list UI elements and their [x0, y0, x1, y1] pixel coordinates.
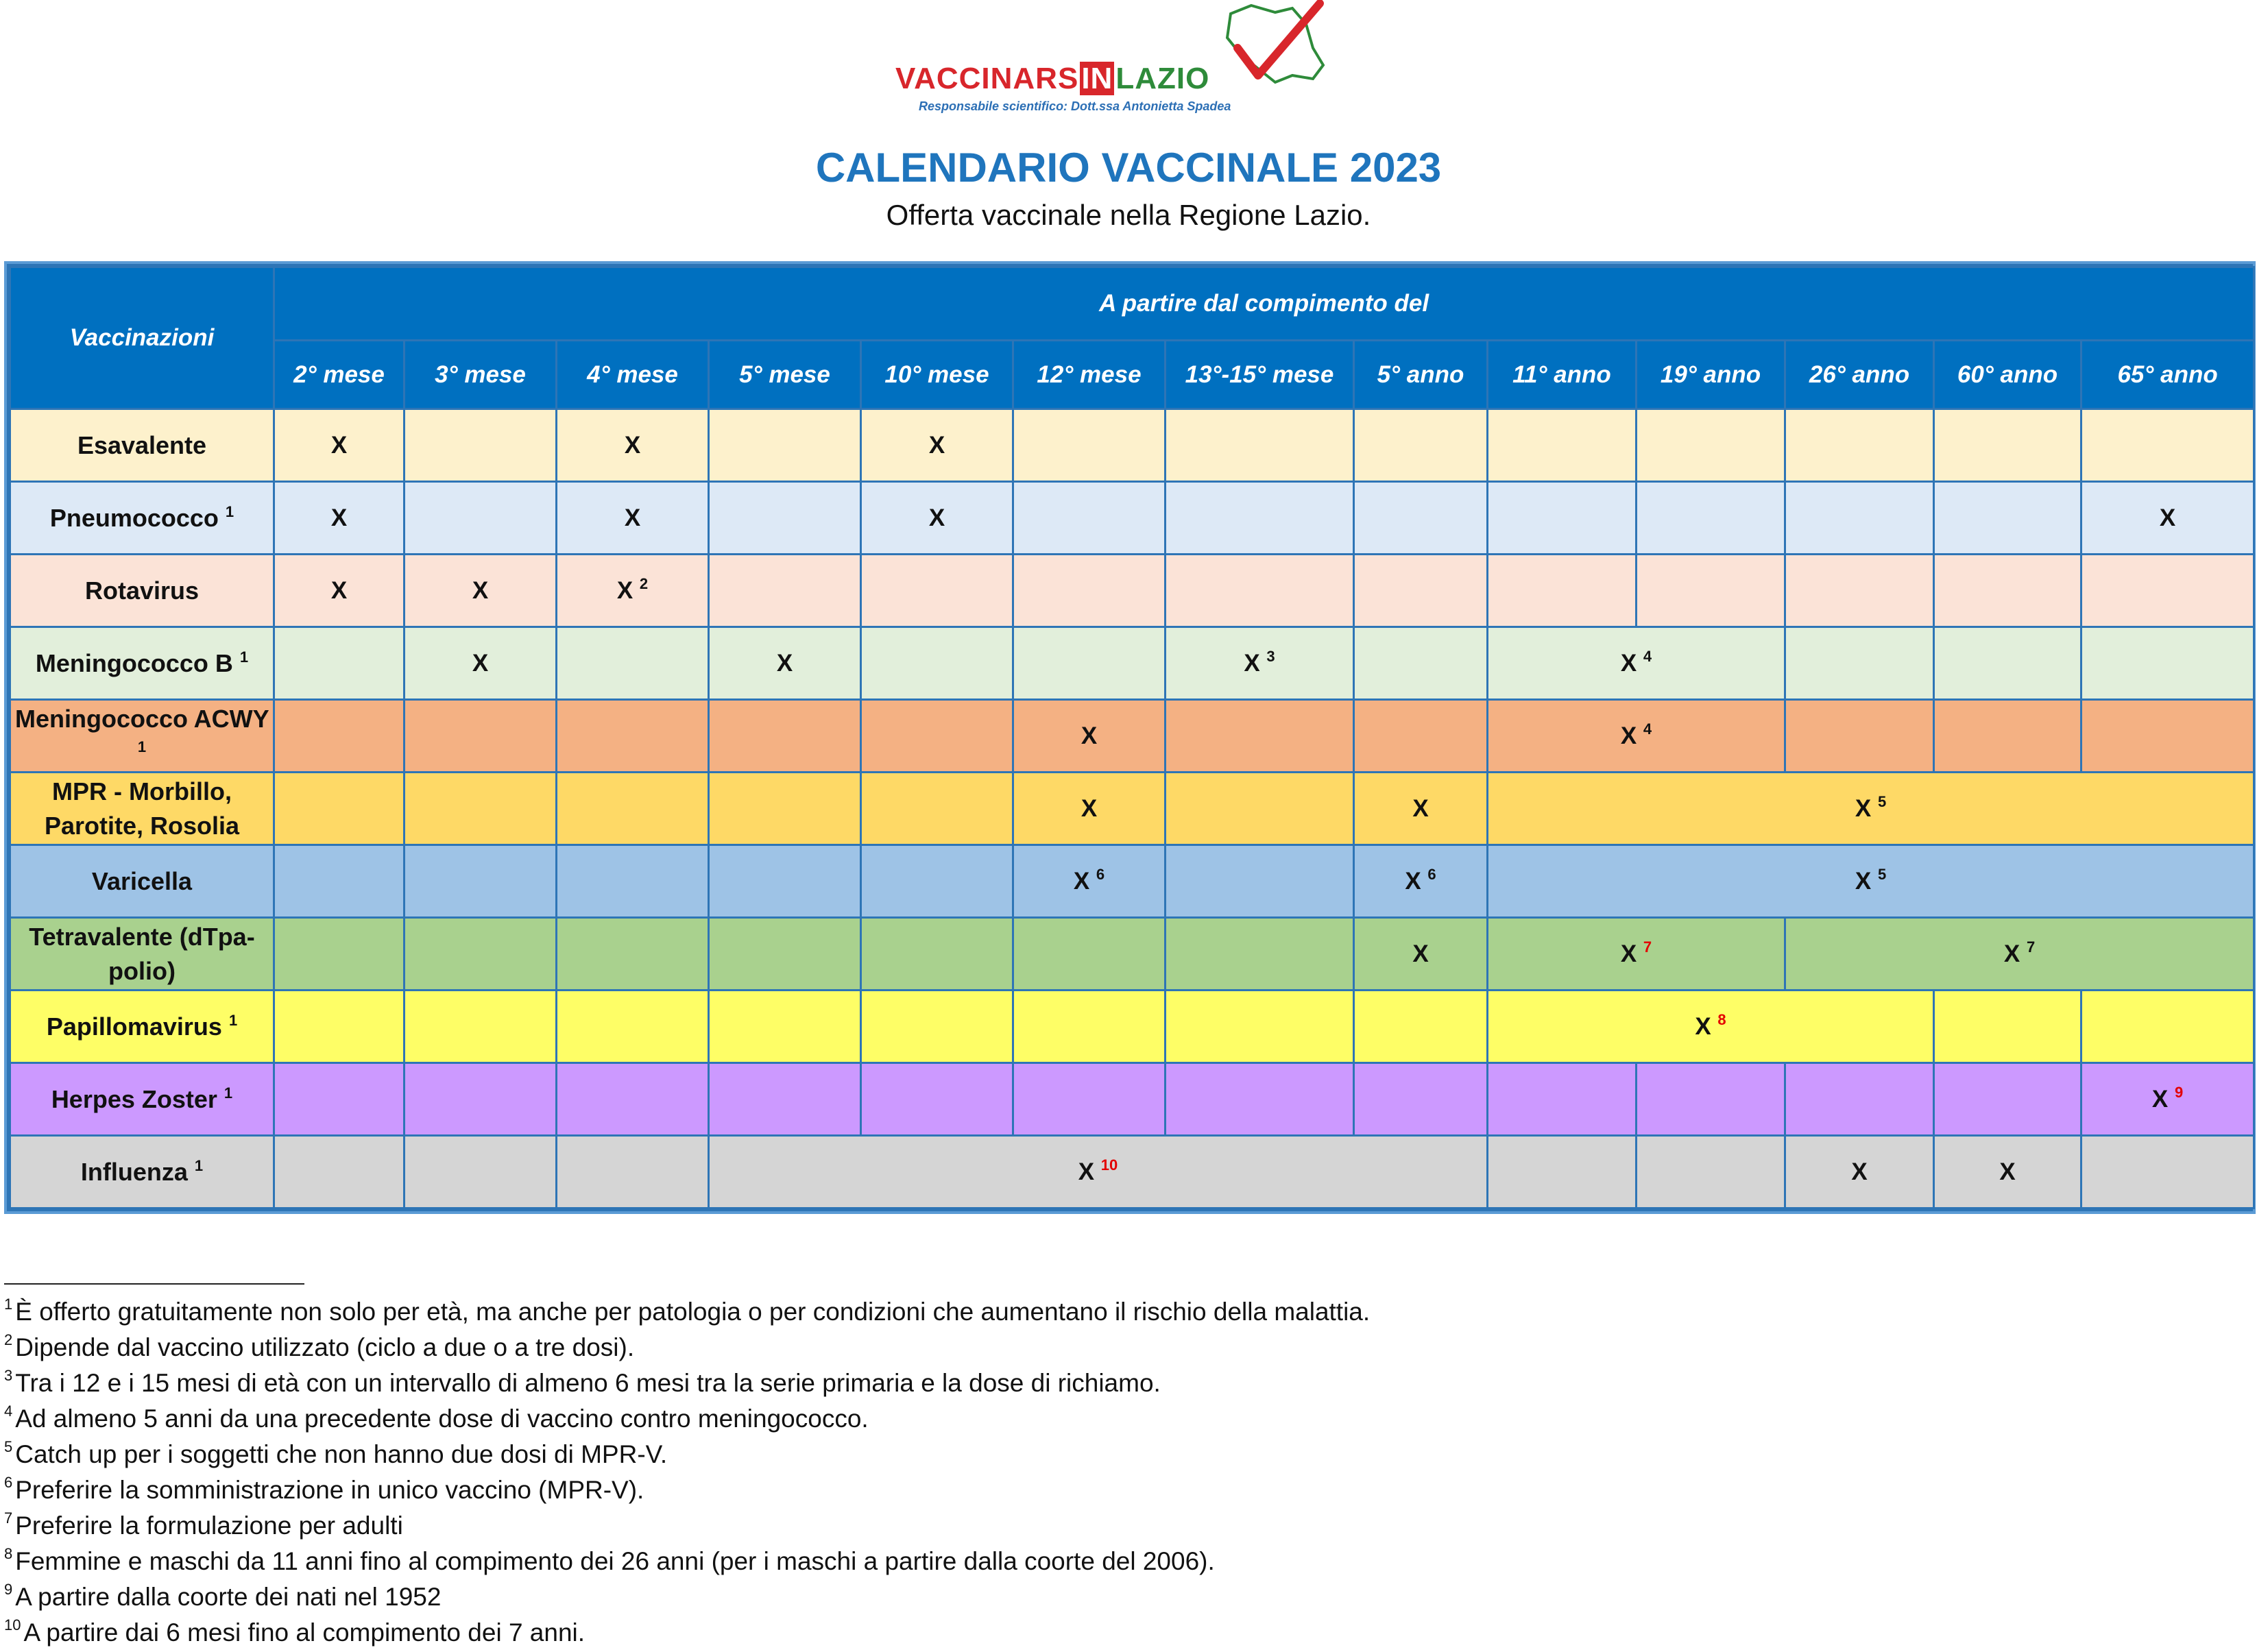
schedule-empty-cell	[1166, 991, 1354, 1063]
vaccine-name	[10, 918, 274, 991]
column-header: 13°-15° mese	[1166, 341, 1354, 409]
schedule-mark: X	[1620, 649, 1637, 677]
schedule-empty-cell	[861, 1063, 1013, 1136]
footnote-ref: 5	[1878, 792, 1887, 810]
vaccine-name	[10, 555, 274, 627]
schedule-empty-cell	[709, 773, 861, 845]
vaccine-name	[10, 1136, 274, 1208]
schedule-empty-cell	[2081, 700, 2254, 773]
schedule-empty-cell	[1785, 1063, 1934, 1136]
schedule-mark-cell	[861, 482, 1013, 555]
vaccine-label: Rotavirus	[84, 576, 200, 605]
footnote-text: Catch up per i soggetti che non hanno due dosi di MPR-V.	[15, 1440, 668, 1468]
schedule-empty-cell	[405, 773, 557, 845]
table-row	[10, 700, 2254, 773]
footnote-number: 6	[4, 1474, 13, 1491]
schedule-mark: X	[330, 504, 348, 531]
schedule-empty-cell	[1013, 482, 1166, 555]
table-row	[10, 409, 2254, 482]
schedule-mark-cell	[1785, 1136, 1934, 1208]
schedule-mark-cell	[1354, 773, 1488, 845]
corner-header: Vaccinazioni	[10, 267, 274, 409]
footnote-ref: 3	[1266, 647, 1275, 665]
schedule-empty-cell	[1166, 1063, 1354, 1136]
lazio-map-check-icon	[1210, 0, 1333, 96]
table-row	[10, 627, 2254, 700]
vaccine-name	[10, 773, 274, 845]
schedule-empty-cell	[1013, 918, 1166, 991]
schedule-empty-cell	[861, 918, 1013, 991]
schedule-mark: X	[330, 576, 348, 604]
schedule-empty-cell	[1166, 845, 1354, 918]
schedule-mark-cell	[274, 409, 405, 482]
schedule-mark-cell	[1013, 845, 1166, 918]
vaccine-name	[10, 627, 274, 700]
schedule-empty-cell	[1013, 991, 1166, 1063]
schedule-empty-cell	[557, 1136, 709, 1208]
table-row	[10, 773, 2254, 845]
vaccine-label: Papillomavirus	[46, 1012, 222, 1041]
schedule-mark: X	[1999, 1158, 2016, 1185]
schedule-mark-cell	[274, 555, 405, 627]
column-header: 10° mese	[861, 341, 1013, 409]
vaccine-name	[10, 409, 274, 482]
footnote-ref: 10	[1100, 1156, 1118, 1174]
footnote-number: 7	[4, 1509, 13, 1527]
schedule-mark-cell	[1488, 991, 1934, 1063]
schedule-empty-cell	[1354, 700, 1488, 773]
schedule-empty-cell	[274, 1063, 405, 1136]
schedule-empty-cell	[1934, 991, 2081, 1063]
schedule-empty-cell	[1488, 409, 1637, 482]
schedule-mark-cell	[2081, 482, 2254, 555]
schedule-empty-cell	[405, 700, 557, 773]
schedule-empty-cell	[1637, 555, 1785, 627]
schedule-mark: X	[1412, 940, 1429, 967]
vaccine-name	[10, 845, 274, 918]
schedule-mark-cell	[405, 555, 557, 627]
schedule-mark: X	[472, 649, 489, 677]
schedule-mark-cell	[1785, 918, 2254, 991]
schedule-empty-cell	[1354, 482, 1488, 555]
footnote-ref: 6	[1427, 865, 1436, 883]
schedule-empty-cell	[861, 700, 1013, 773]
footnote-text: Dipende dal vaccino utilizzato (ciclo a due o a tre dosi).	[15, 1333, 635, 1361]
vaccine-label: Meningococco ACWY	[14, 704, 269, 733]
column-header: 19° anno	[1637, 341, 1785, 409]
schedule-mark: X	[928, 431, 945, 459]
page-title: CALENDARIO VACCINALE 2023	[815, 145, 1442, 191]
schedule-mark-cell	[1488, 627, 1785, 700]
schedule-mark: X	[2151, 1085, 2169, 1113]
schedule-empty-cell	[1354, 1063, 1488, 1136]
schedule-empty-cell	[2081, 627, 2254, 700]
schedule-mark-cell	[709, 1136, 1488, 1208]
schedule-empty-cell	[709, 555, 861, 627]
schedule-empty-cell	[405, 991, 557, 1063]
schedule-empty-cell	[1637, 1063, 1785, 1136]
schedule-mark-cell	[1488, 845, 2254, 918]
vaccine-label: Tetravalente (dTpa-polio)	[29, 922, 255, 985]
schedule-empty-cell	[1488, 1136, 1637, 1208]
schedule-mark: X	[1412, 794, 1429, 822]
footnote-number: 4	[4, 1402, 13, 1420]
table-row	[10, 1136, 2254, 1208]
schedule-mark-cell	[2081, 1063, 2254, 1136]
vaccine-label: Herpes Zoster	[51, 1084, 217, 1113]
schedule-mark: X	[2159, 504, 2176, 531]
table-row	[10, 1063, 2254, 1136]
schedule-empty-cell	[1934, 409, 2081, 482]
schedule-empty-cell	[405, 918, 557, 991]
schedule-empty-cell	[1013, 555, 1166, 627]
column-header: 11° anno	[1488, 341, 1637, 409]
vaccine-name	[10, 1063, 274, 1136]
schedule-empty-cell	[1637, 482, 1785, 555]
schedule-empty-cell	[1488, 555, 1637, 627]
footnote	[4, 1365, 1370, 1401]
schedule-empty-cell	[709, 991, 861, 1063]
footnote-ref: 1	[228, 1011, 238, 1029]
column-header: 12° mese	[1013, 341, 1166, 409]
schedule-mark: X	[2003, 940, 2020, 967]
footnote-ref: 5	[1878, 865, 1887, 883]
schedule-mark-cell	[1488, 700, 1785, 773]
footnote-text: Preferire la formulazione per adulti	[15, 1511, 403, 1540]
column-header: 3° mese	[405, 341, 557, 409]
footnote-ref: 1	[225, 502, 234, 520]
schedule-empty-cell	[2081, 409, 2254, 482]
table-row	[10, 991, 2254, 1063]
logo	[891, 0, 1337, 120]
schedule-mark-cell	[557, 409, 709, 482]
footnote-ref: 4	[1643, 647, 1652, 665]
schedule-empty-cell	[557, 918, 709, 991]
schedule-mark: X	[624, 504, 641, 531]
schedule-empty-cell	[405, 1136, 557, 1208]
schedule-mark: X	[1081, 722, 1098, 749]
schedule-mark-cell	[709, 627, 861, 700]
schedule-mark: X	[1855, 794, 1872, 822]
schedule-empty-cell	[1637, 1136, 1785, 1208]
vaccine-name	[10, 991, 274, 1063]
schedule-mark: X	[1695, 1012, 1711, 1040]
schedule-mark: X	[472, 576, 489, 604]
schedule-empty-cell	[861, 845, 1013, 918]
schedule-mark-cell	[861, 409, 1013, 482]
schedule-empty-cell	[557, 627, 709, 700]
table-row	[10, 845, 2254, 918]
column-header: 26° anno	[1785, 341, 1934, 409]
schedule-empty-cell	[2081, 991, 2254, 1063]
schedule-empty-cell	[1354, 409, 1488, 482]
schedule-empty-cell	[709, 409, 861, 482]
schedule-empty-cell	[1637, 409, 1785, 482]
footnote	[4, 1579, 1370, 1615]
footnote-number: 1	[4, 1296, 13, 1313]
schedule-empty-cell	[1934, 627, 2081, 700]
vaccine-label: MPR - Morbillo, Parotite, Rosolia	[44, 777, 240, 840]
footnote-ref: 7	[1643, 938, 1652, 956]
schedule-empty-cell	[861, 555, 1013, 627]
schedule-empty-cell	[405, 409, 557, 482]
footnote-ref: 6	[1096, 865, 1105, 883]
footnote	[4, 1330, 1370, 1365]
schedule-empty-cell	[709, 700, 861, 773]
schedule-mark: X	[1620, 722, 1637, 749]
schedule-empty-cell	[861, 773, 1013, 845]
group-header: A partire dal compimento del	[274, 267, 2254, 341]
footnote	[4, 1615, 1370, 1651]
schedule-mark: X	[1081, 794, 1098, 822]
schedule-empty-cell	[1013, 1063, 1166, 1136]
schedule-mark: X	[776, 649, 793, 677]
footnote	[4, 1294, 1370, 1330]
schedule-mark-cell	[1488, 918, 1785, 991]
schedule-empty-cell	[557, 845, 709, 918]
schedule-empty-cell	[557, 991, 709, 1063]
schedule-empty-cell	[1166, 482, 1354, 555]
vaccine-label: Influenza	[80, 1157, 188, 1186]
schedule-empty-cell	[1934, 555, 2081, 627]
schedule-mark: X	[1851, 1158, 1868, 1185]
table-row	[10, 555, 2254, 627]
schedule-mark: X	[624, 431, 641, 459]
schedule-empty-cell	[1934, 700, 2081, 773]
schedule-empty-cell	[405, 482, 557, 555]
footnote	[4, 1437, 1370, 1472]
footnote-number: 3	[4, 1367, 13, 1384]
schedule-mark-cell	[1013, 773, 1166, 845]
schedule-empty-cell	[2081, 1136, 2254, 1208]
footnote-number: 2	[4, 1331, 13, 1348]
footnote	[4, 1508, 1370, 1544]
schedule-empty-cell	[1785, 482, 1934, 555]
footnote-text: Tra i 12 e i 15 mesi di età con un intervallo di almeno 6 mesi tra la serie primaria e la dose di richiamo.	[15, 1369, 1161, 1397]
footnote-number: 5	[4, 1438, 13, 1455]
footnote	[4, 1401, 1370, 1437]
schedule-empty-cell	[709, 918, 861, 991]
schedule-empty-cell	[1488, 482, 1637, 555]
schedule-empty-cell	[405, 845, 557, 918]
schedule-empty-cell	[1934, 1063, 2081, 1136]
schedule-empty-cell	[557, 1063, 709, 1136]
footnote-text: Femmine e maschi da 11 anni fino al compimento dei 26 anni (per i maschi a partire dalla coorte del 2006).	[15, 1547, 1215, 1575]
footnote-ref: 1	[137, 738, 147, 755]
schedule-mark-cell	[557, 482, 709, 555]
footnote-ref: 7	[2027, 938, 2036, 956]
footnote-ref: 8	[1717, 1010, 1726, 1028]
column-header: 4° mese	[557, 341, 709, 409]
schedule-empty-cell	[709, 845, 861, 918]
schedule-empty-cell	[1934, 482, 2081, 555]
schedule-mark: X	[1405, 867, 1421, 895]
footnote-text: Preferire la somministrazione in unico vaccino (MPR-V).	[15, 1476, 644, 1504]
footnote-ref: 1	[239, 648, 249, 666]
schedule-empty-cell	[557, 773, 709, 845]
footnotes	[4, 1294, 1370, 1651]
footnote-number: 10	[4, 1616, 21, 1633]
footnote-text: A partire dalla coorte dei nati nel 1952	[15, 1583, 442, 1611]
footnote-text: A partire dai 6 mesi fino al compimento dei 7 anni.	[23, 1618, 586, 1647]
responsible-line: Responsabile scientifico: Dott.ssa Antonietta Spadea	[919, 99, 1231, 113]
schedule-empty-cell	[1013, 627, 1166, 700]
schedule-empty-cell	[1488, 1063, 1637, 1136]
vaccination-schedule-table	[9, 266, 2255, 1209]
column-header: 65° anno	[2081, 341, 2254, 409]
schedule-empty-cell	[1166, 773, 1354, 845]
schedule-mark-cell	[405, 627, 557, 700]
schedule-mark-cell	[1354, 845, 1488, 918]
schedule-mark: X	[928, 504, 945, 531]
vaccine-label: Esavalente	[77, 430, 207, 459]
footnote-text: Ad almeno 5 anni da una precedente dose di vaccino contro meningococco.	[15, 1405, 869, 1433]
schedule-mark: X	[1620, 940, 1637, 967]
footnote-ref: 2	[639, 574, 649, 592]
vaccine-label: Meningococco B	[35, 648, 233, 677]
column-header: 60° anno	[1934, 341, 2081, 409]
footnote	[4, 1472, 1370, 1508]
footnote	[4, 1544, 1370, 1579]
schedule-empty-cell	[1354, 555, 1488, 627]
schedule-empty-cell	[1166, 700, 1354, 773]
schedule-mark-cell	[1934, 1136, 2081, 1208]
schedule-empty-cell	[709, 1063, 861, 1136]
schedule-empty-cell	[709, 482, 861, 555]
vaccine-name	[10, 482, 274, 555]
schedule-empty-cell	[274, 700, 405, 773]
schedule-empty-cell	[1166, 409, 1354, 482]
page-subtitle: Offerta vaccinale nella Regione Lazio.	[886, 199, 1371, 231]
vaccine-label: Varicella	[91, 866, 193, 895]
brand-wordmark: VACCINARSINLAZIO	[895, 62, 1210, 95]
footnote-number: 9	[4, 1581, 13, 1598]
schedule-empty-cell	[1785, 555, 1934, 627]
footnote-ref: 1	[224, 1084, 233, 1102]
footnote-separator	[4, 1283, 304, 1285]
schedule-empty-cell	[1166, 555, 1354, 627]
schedule-empty-cell	[1785, 409, 1934, 482]
schedule-empty-cell	[274, 627, 405, 700]
footnote-text: È offerto gratuitamente non solo per età, ma anche per patologia o per condizioni che aumentano il rischio della malattia.	[15, 1298, 1371, 1326]
schedule-empty-cell	[405, 1063, 557, 1136]
schedule-empty-cell	[861, 627, 1013, 700]
schedule-empty-cell	[1354, 627, 1488, 700]
schedule-mark: X	[1078, 1158, 1095, 1185]
schedule-mark: X	[1073, 867, 1090, 895]
footnote-number: 8	[4, 1545, 13, 1562]
schedule-mark-cell	[1013, 700, 1166, 773]
schedule-empty-cell	[274, 845, 405, 918]
schedule-mark-cell	[1166, 627, 1354, 700]
schedule-empty-cell	[274, 1136, 405, 1208]
schedule-mark-cell	[557, 555, 709, 627]
vaccine-name	[10, 700, 274, 773]
column-header: 5° mese	[709, 341, 861, 409]
schedule-mark-cell	[1354, 918, 1488, 991]
schedule-empty-cell	[2081, 555, 2254, 627]
column-header: 2° mese	[274, 341, 405, 409]
footnote-ref: 4	[1643, 720, 1652, 738]
schedule-empty-cell	[1013, 409, 1166, 482]
schedule-mark: X	[1244, 649, 1260, 677]
schedule-table-frame	[4, 261, 2256, 1214]
footnote-ref: 9	[2175, 1083, 2184, 1101]
schedule-empty-cell	[861, 991, 1013, 1063]
vaccine-label: Pneumococco	[49, 503, 219, 532]
schedule-empty-cell	[1785, 700, 1934, 773]
schedule-mark: X	[616, 576, 633, 604]
schedule-mark: X	[330, 431, 348, 459]
table-row	[10, 918, 2254, 991]
schedule-mark: X	[1855, 867, 1872, 895]
table-row	[10, 482, 2254, 555]
schedule-empty-cell	[557, 700, 709, 773]
schedule-empty-cell	[1785, 627, 1934, 700]
schedule-empty-cell	[274, 773, 405, 845]
schedule-empty-cell	[274, 991, 405, 1063]
schedule-mark-cell	[1488, 773, 2254, 845]
footnote-ref: 1	[194, 1156, 204, 1174]
column-header: 5° anno	[1354, 341, 1488, 409]
schedule-empty-cell	[1354, 991, 1488, 1063]
schedule-mark-cell	[274, 482, 405, 555]
schedule-empty-cell	[1166, 918, 1354, 991]
schedule-empty-cell	[274, 918, 405, 991]
